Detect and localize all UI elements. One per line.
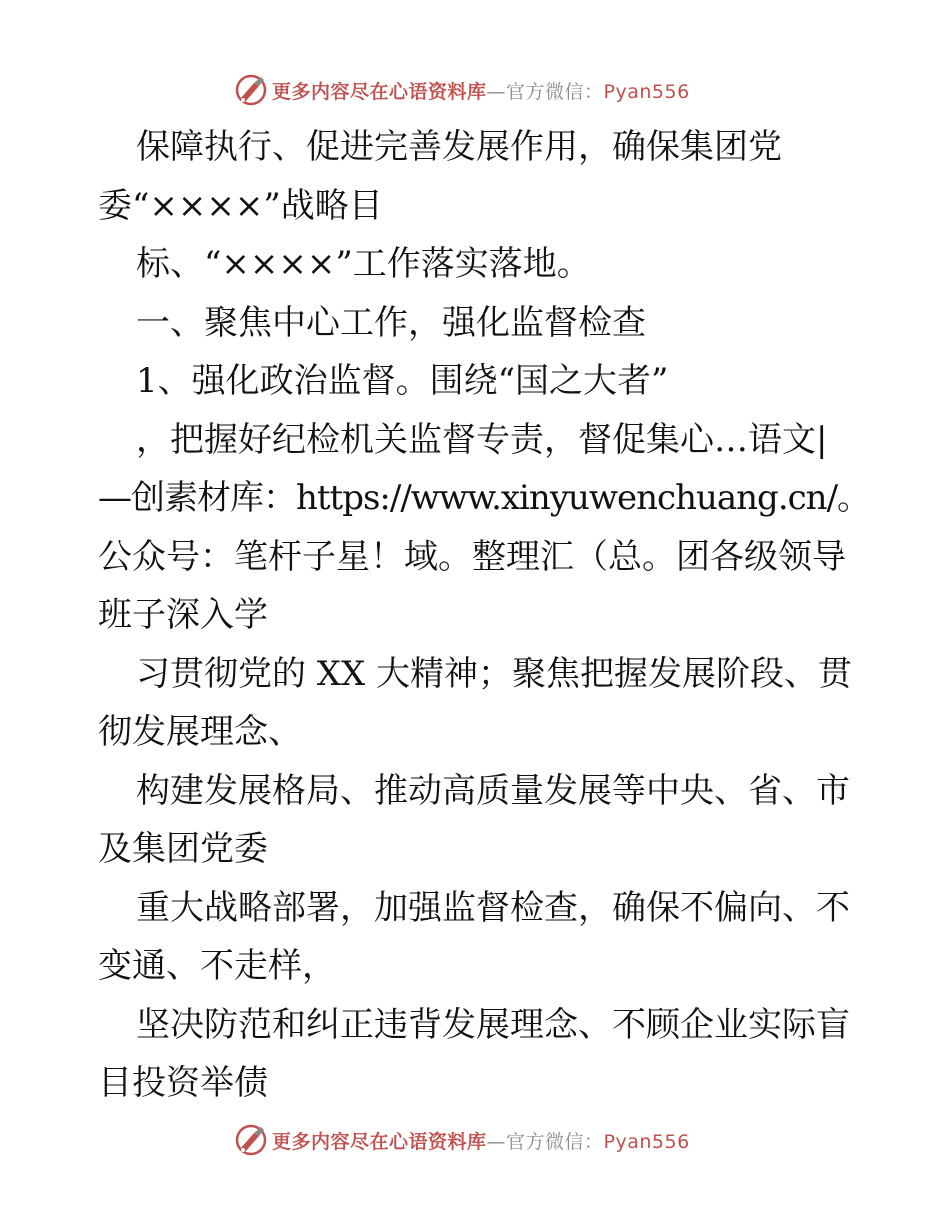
paragraph-line: 目投资举债 — [98, 1063, 268, 1103]
subsection-heading: 1、强化政治监督。围绕“国之大者” — [136, 361, 669, 401]
paragraph-line: ，把握好纪检机关监督专责，督促集心…语文| — [136, 419, 828, 460]
header-banner — [234, 73, 690, 107]
banner-wechat-label: 官方微信： — [506, 80, 604, 103]
banner-text — [272, 77, 690, 104]
paragraph-line: 保障执行、促进完善发展作用，确保集团党 — [136, 127, 782, 167]
pen-nib-logo-icon — [234, 73, 268, 107]
paragraph-line: 标、“××××”工作落实落地。 — [136, 244, 591, 284]
banner-separator: — — [486, 80, 507, 103]
banner-promo: 更多内容尽在心语资料库 — [272, 1130, 487, 1153]
paragraph-line: 构建发展格局、推动高质量发展等中央、省、市 — [136, 770, 850, 811]
paragraph-line: 班子深入学 — [98, 595, 268, 635]
document-body — [98, 118, 871, 1113]
paragraph-line: 习贯彻党的 XX 大精神；聚焦把握发展阶段、贯 — [136, 653, 853, 694]
paragraph-line: 彻发展理念、 — [98, 712, 302, 752]
section-heading: 一、聚焦中心工作，强化监督检查 — [136, 302, 646, 343]
banner-wechat-id: Pyan556 — [603, 80, 690, 103]
paragraph-line: 重大战略部署，加强监督检查，确保不偏向、不 — [136, 887, 850, 928]
banner-separator: — — [486, 1130, 507, 1153]
paragraph-line: 坚决防范和纠正违背发展理念、不顾企业实际盲 — [136, 1004, 850, 1045]
paragraph-line: 及集团党委 — [98, 829, 268, 869]
banner-wechat-id: Pyan556 — [603, 1130, 690, 1153]
footer-banner — [234, 1123, 690, 1157]
banner-text — [272, 1127, 690, 1154]
paragraph-line: —创素材库：https://www.xinyuwenchuang.cn/。 — [98, 478, 871, 518]
pen-nib-logo-icon — [234, 1123, 268, 1157]
paragraph-line: 公众号：笔杆子星！域。整理汇（总。团各级领导 — [98, 536, 846, 577]
paragraph-line: 委“××××”战略目 — [98, 185, 383, 226]
banner-wechat-label: 官方微信： — [506, 1130, 604, 1153]
banner-promo: 更多内容尽在心语资料库 — [272, 80, 487, 103]
paragraph-line: 变通、不走样， — [98, 946, 336, 986]
